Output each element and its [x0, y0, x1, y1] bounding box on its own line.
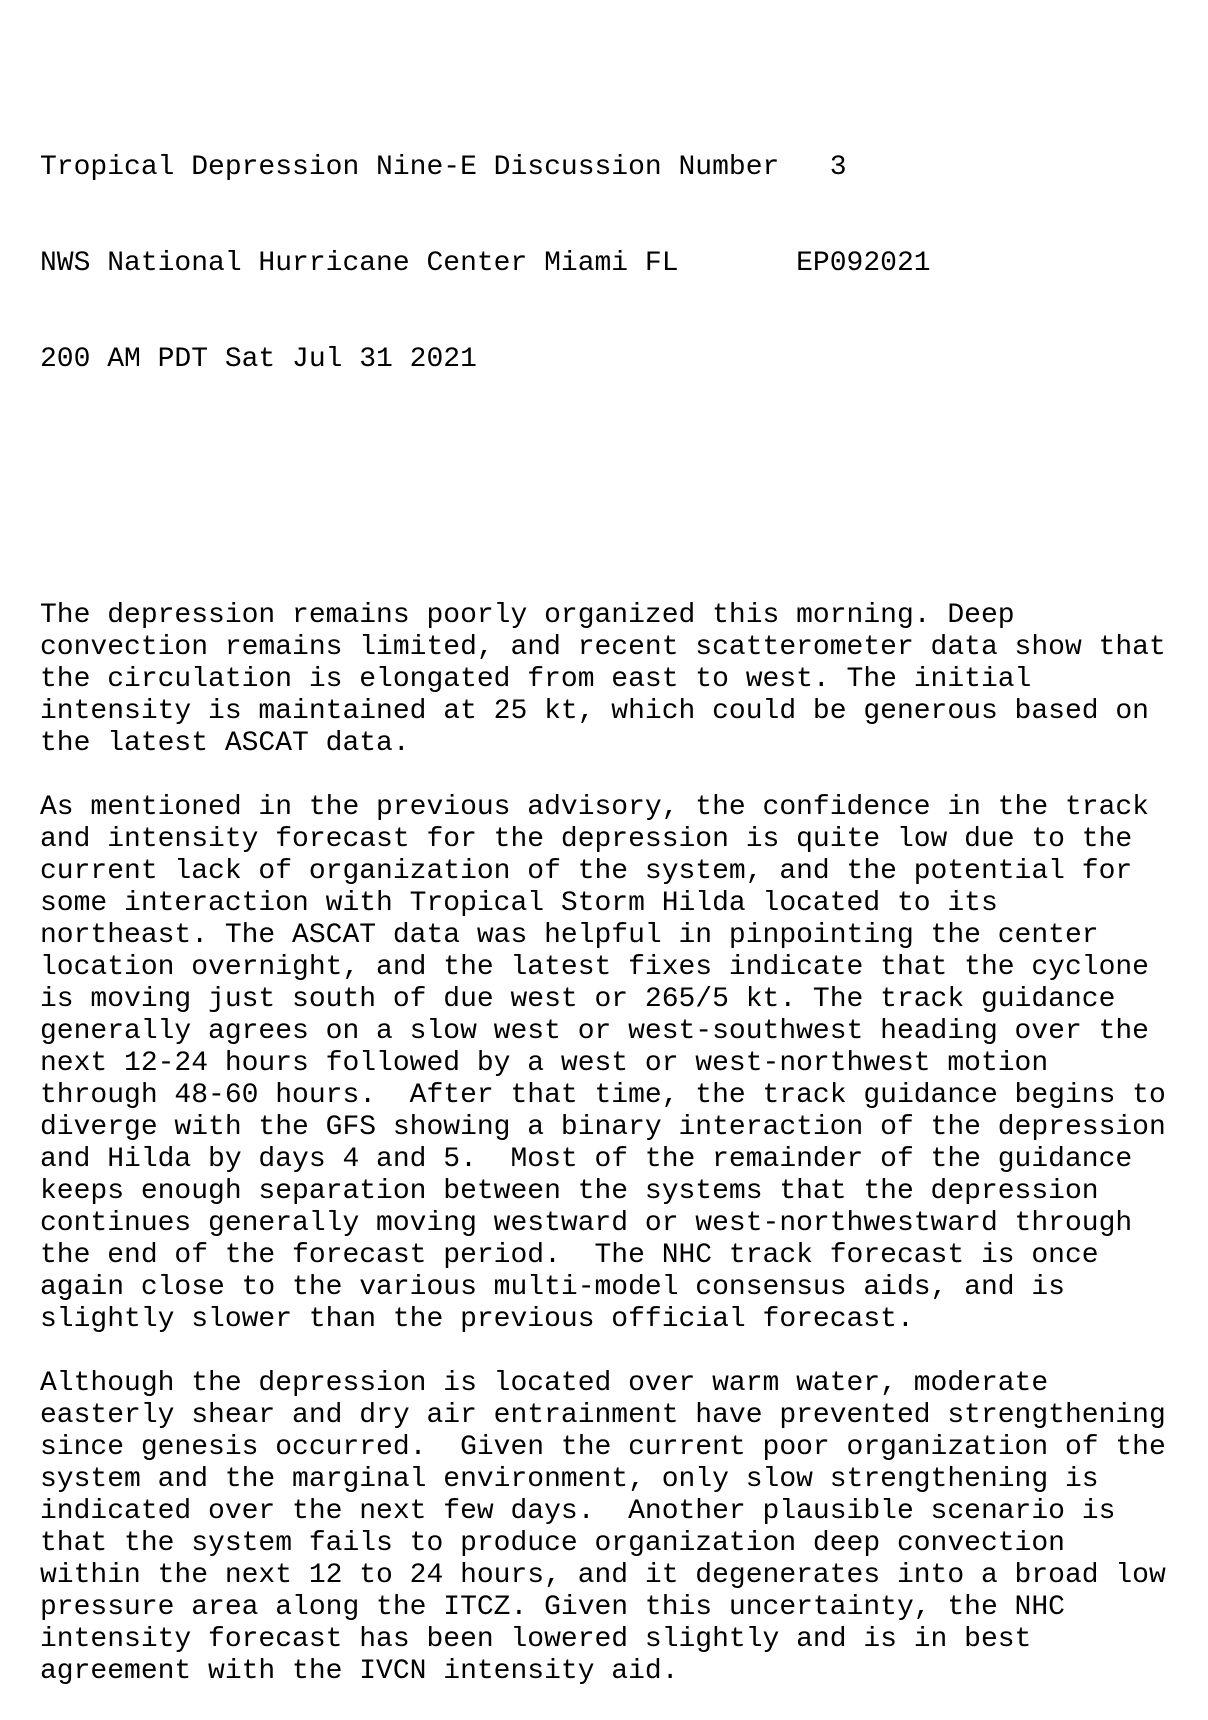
paragraph-line: location overnight, and the latest fixes indicate that the cyclone	[40, 952, 1149, 983]
paragraph-line: As mentioned in the previous advisory, the confidence in the track	[40, 792, 1149, 823]
paragraph-line: again close to the various multi-model consensus aids, and is	[40, 1272, 1065, 1303]
paragraph-line: next 12-24 hours followed by a west or west-northwest motion	[40, 1048, 1049, 1079]
paragraph-line: intensity is maintained at 25 kt, which could be generous based on	[40, 696, 1149, 727]
paragraph-3	[40, 1368, 1166, 1688]
paragraph-line: the latest ASCAT data.	[40, 728, 410, 759]
paragraph-line: current lack of organization of the system, and the potential for	[40, 856, 1133, 887]
paragraph-line: within the next 12 to 24 hours, and it degenerates into a broad low	[40, 1560, 1166, 1591]
paragraph-line: continues generally moving westward or west-northwestward through	[40, 1208, 1133, 1239]
paragraph-line: agreement with the IVCN intensity aid.	[40, 1656, 679, 1687]
paragraph-line: easterly shear and dry air entrainment have prevented strengthening	[40, 1400, 1166, 1431]
paragraph-line: the end of the forecast period. The NHC track forecast is once	[40, 1240, 1099, 1271]
paragraph-line: through 48-60 hours. After that time, the track guidance begins to	[40, 1080, 1166, 1111]
paragraph-line: system and the marginal environment, only slow strengthening is	[40, 1464, 1099, 1495]
paragraph-line: since genesis occurred. Given the current poor organization of the	[40, 1432, 1166, 1463]
paragraph-line: convection remains limited, and recent scatterometer data show that	[40, 632, 1166, 663]
paragraph-line: the circulation is elongated from east to west. The initial	[40, 664, 1032, 695]
discussion-title: Tropical Depression Nine-E Discussion Number 3	[40, 152, 847, 183]
spacer	[40, 1336, 1166, 1368]
discussion-body	[40, 600, 1166, 1688]
paragraph-line: slightly slower than the previous official forecast.	[40, 1304, 914, 1335]
paragraph-1	[40, 600, 1166, 760]
paragraph-line: and intensity forecast for the depression is quite low due to the	[40, 824, 1133, 855]
paragraph-line: Although the depression is located over warm water, moderate	[40, 1368, 1049, 1399]
paragraph-line: northeast. The ASCAT data was helpful in pinpointing the center	[40, 920, 1099, 951]
paragraph-line: diverge with the GFS showing a binary interaction of the depression	[40, 1112, 1166, 1143]
paragraph-line: The depression remains poorly organized this morning. Deep	[40, 600, 1015, 631]
paragraph-line: and Hilda by days 4 and 5. Most of the remainder of the guidance	[40, 1144, 1133, 1175]
spacer	[40, 504, 1166, 536]
discussion-header	[40, 88, 1166, 440]
issue-datetime: 200 AM PDT Sat Jul 31 2021	[40, 344, 477, 375]
spacer	[40, 760, 1166, 792]
paragraph-line: keeps enough separation between the systems that the depression	[40, 1176, 1099, 1207]
paragraph-line: is moving just south of due west or 265/5 kt. The track guidance	[40, 984, 1116, 1015]
issuing-office: NWS National Hurricane Center Miami FL EP092021	[40, 248, 931, 279]
paragraph-line: generally agrees on a slow west or west-southwest heading over the	[40, 1016, 1149, 1047]
paragraph-line: some interaction with Tropical Storm Hilda located to its	[40, 888, 998, 919]
discussion-document	[40, 24, 1166, 1720]
paragraph-2	[40, 792, 1166, 1336]
paragraph-line: pressure area along the ITCZ. Given this uncertainty, the NHC	[40, 1592, 1065, 1623]
paragraph-line: that the system fails to produce organization deep convection	[40, 1528, 1065, 1559]
paragraph-line: intensity forecast has been lowered slightly and is in best	[40, 1624, 1032, 1655]
paragraph-line: indicated over the next few days. Another plausible scenario is	[40, 1496, 1116, 1527]
